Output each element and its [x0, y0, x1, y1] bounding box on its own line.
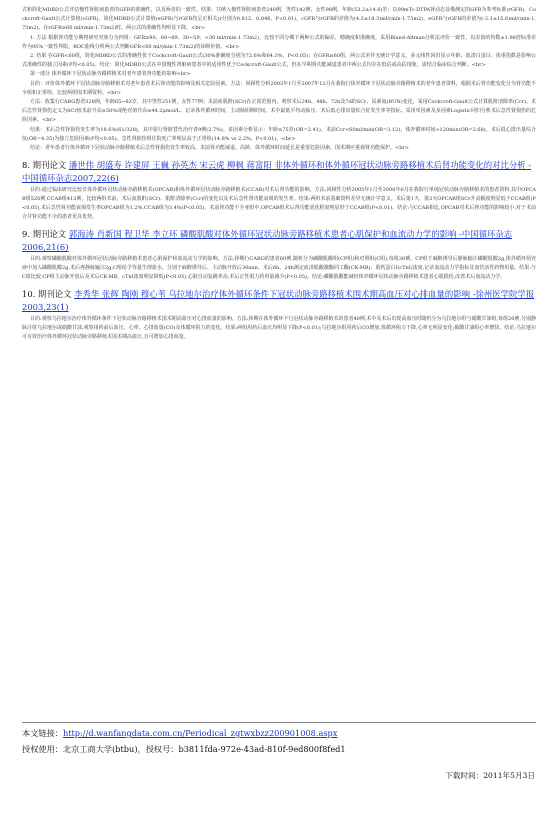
section-heading: 第一部分 体外循环下冠状动脉旁路移植术对老年患者肾功能的影响<br> [30, 71, 191, 78]
reference-10-abstract: 目的:观察乌拉地尔治疗体外循环条件下冠状动脉旁路移植术围术期高血压对心排血量的影响。方法:择期在体外循环下行冠状动脉旁路移植术的患者40例,术中及术后出现高血压时随机分为乌拉地尔组与硝酸甘油组,每组20例,分别静脉注射乌拉地尔或硝酸甘油,观察用药前后血压、心率、心排血量(CO)及体循环阻力的变化。结果:两组用药后血压均明显下降(P<0.01);乌拉地尔组用药后CO增加,体循环阻力下降,心率无明显变化;硝酸甘油组心率增快。结论:乌拉地尔可有效治疗体外循环冠状动脉旁路移植术围术期高血压,且可增加心排血量。 [22, 316, 536, 341]
reference-8-link[interactable]: 潘世伟 胡盛寿 许建屏 王巍 孙英杰 宋云虎 柳枫 蒋富阳 非体外循环和体外循环冠状动脉旁路移植术后肾功能变化的对比分析 -中国循环杂志2007,22(6) [22, 160, 532, 184]
footer-divider [22, 722, 536, 723]
reference-10-number: 10. 期刊论文 [22, 289, 72, 300]
reference-9 [22, 228, 536, 282]
conclusion-paragraph: 结论：老年患者行体外循环下冠状动脉旁路移植术后急性肾损伤发生率较高，术前肾功能减退、高龄、体外循环时间延长是重要危险因素，围术期应重视肾功能保护。<br> [30, 145, 409, 152]
footer-url-line [22, 728, 337, 739]
footer-url-link[interactable]: http://d.wanfangdata.com.cn/Periodical_zgtwxbzz200901008.aspx [62, 728, 338, 738]
reference-9-abstract: 目的:观察磷酸肌酸对体外循环冠状动脉旁路移植术患者心肌保护和血流动力学的影响。方法:择期行CABG的患者60例,随机分为磷酸肌酸组(CP组)和对照组(C组),每组30例。CP组于麻醉诱导后静脉输注磷酸肌酸2g,体外循环预充液中加入磷酸肌酸2g,术后再静脉输注2g;C组给予等量生理盐水。分别于麻醉诱导后、主动脉开放后30min、术后6h、24h测定血清肌酸激酶同工酶(CK-MB)、肌钙蛋白I(cTnI)浓度,记录血流动力学指标及血管活性药物用量。结果:与C组比较,CP组主动脉开放后及术后CK-MB、cTnI浓度明显降低(P<0.05),心脏自动复跳率高,术后正性肌力药用量减少(P<0.05)。结论:磷酸肌酸能减轻体外循环冠状动脉旁路移植术患者心肌损伤,改善术后血流动力学。 [22, 256, 536, 281]
abstract-paragraph-1: 式和简化MDRD公式评估慢性肾脏病患者的GFR的准确性，以及两者的一致性。结果：共纳入慢性肾脏病患者240例，男性142例，女性98例，年龄(53.2±14.6)岁；以99mTc-DTPA肾动态显像测定的GFR为参考标准(rGFR)，Cockcroft-Gault公式计算值(cGFR)、简化MDRD公式计算值(eGFR)与rGFR均呈正相关(r分别为0.812、0.846，P<0.01)。cGFR与rGFR的差值为(4.2±18.3)ml/(min·1.73m2)，eGFR与rGFR的差值为(-2.1±15.6)ml/(min·1.73m2)。在rGFR≥60 ml/(min·1.73m2)时，两公式的准确性均明显下降。<br> [22, 7, 536, 32]
footer-license-label: 授权使用： [22, 744, 63, 754]
reference-10-link[interactable]: 李秀华 张辉 陶刚 穆心苇 乌拉地尔治疗体外循环条件下冠状动脉旁路移植术围术期高血压对心排血量的影响 -徐州医学院学报2003,23(1) [22, 289, 535, 313]
reference-9-number: 9. 期刊论文 [22, 229, 67, 240]
reference-8-abstract: 目的:通过临床研究比较非体外循环冠状动脉旁路移植术(OPCAB)和体外循环冠状动脉旁路移植术(CCAB)对术后肾功能的影响。方法:回顾性分析2005年1月至2006年6月在我院行单纯冠状动脉旁路移植术的患者资料,其中OPCAB组520例,CCAB组412例。比较两组术前、术后血肌酐(SCr)、肌酐清除率(Ccr)的变化以及术后急性肾功能衰竭的发生率。结果:两组术前基础资料差异无统计学意义。术后第1天、第3天OPCAB组SCr升高幅度明显低于CCAB组(P<0.05),术后急性肾功能衰竭发生率OPCAB组为1.2%,CCAB组为3.4%(P<0.05)。术前肾功能不全亚组中,OPCAB组术后肾功能恶化程度明显轻于CCAB组(P<0.01)。结论:与CCAB相比,OPCAB对术后肾功能的影响较小,对于术前合并肾功能不全的患者更具优势。 [22, 187, 536, 221]
footer-license-text: 北京工商大学(btbu)，授权号：b3811fda-972e-43ad-810f-9ed800f8fed1 [62, 744, 346, 754]
results-paragraph: 结果：术后急性肾损伤发生率为18.6%(61/328)，其中需行肾脏替代治疗者9例(2.7%)。多因素分析显示：年龄≥75岁(OR=2.41)、术前Ccr<60ml/min(OR=3.12)、体外循环时间>120min(OR=2.68)、术后低心排出量综合征(OR=4.35)为独立危险因素(P均<0.05)。急性肾损伤组住院死亡率明显高于正常组(14.8% vs 2.2%，P<0.01)。<br> [22, 126, 536, 142]
document-page [22, 6, 536, 342]
abstract-paragraph-3: 2. 结果 在GFR<60组，简化MDRD公式的准确性优于Cockcroft-Gault公式(30%准确度分别为72.6%和64.3%，P<0.05)；在GFR≥60组，两公式差异无统计学意义。多元线性回归显示年龄、血清白蛋白、体重指数是影响公式准确性的独立因素(P均<0.05)。结论：简化MDRD公式在中国慢性肾脏病患者中的适用性优于Cockcroft-Gault公式，但在早期肾功能减退患者中两公式均存在低估或高估现象，需结合临床综合判断。<br> [22, 53, 536, 69]
reference-8-title [22, 159, 536, 185]
reference-10-title [22, 288, 536, 314]
reference-8 [22, 159, 536, 222]
objective-paragraph: 目的：评价体外循环下冠状动脉旁路移植术对老年患者术后肾功能的影响及相关危险因素。方法：回顾性分析2003年1月至2007年12月在我院行体外循环下冠状动脉旁路移植术的老年患者资料，根据术后肾功能变化分为肾功能不全组和正常组，比较两组围术期资料。<br> [22, 80, 536, 96]
footer-url-label: 本文链接： [22, 728, 63, 738]
reference-9-link[interactable]: 郭海涛 肖新国 程卫华 李立环 磷酸肌酸对体外循环冠状动脉旁路移植术患者心肌保护和血流动力学的影响 -中国循环杂志2006,21(6) [22, 229, 513, 253]
reference-8-number: 8. 期刊论文 [22, 160, 67, 171]
abstract-paragraph-2: 1. 方法 根据肾功能分期将研究对象分为四组：GFR≥90、60~89、30~59、<30 ml/(min·1.73m2)，比较不同分期下两种公式的偏差、精确度和准确度。采用Bland-Altman分析法评价一致性，以差值的均数±1.96倍标准差作为95%一致性界限。ROC曲线分析两公式判断GFR<60 ml/(min·1.73m2)的诊断价值。<br> [22, 34, 536, 50]
reference-10 [22, 288, 536, 342]
footer-license-line [22, 744, 346, 755]
reference-9-title [22, 228, 536, 254]
download-timestamp: 下载时间：2011年5月3日 [445, 771, 535, 780]
methods-paragraph: 方法：收集行CABG患者328例，年龄65~82岁，其中男性251例，女性77例；术前血肌酐(SCr)在正常范围内。观察术后24h、48h、72h及7d的SCr、尿素氮(BUN)变化，采用Cockcroft-Gault公式计算肌酐清除率(Ccr)。术后急性肾损伤定义为SCr较术前升高≥50%或绝对值升高≥44.2μmol/L。记录体外循环时间、主动脉阻断时间、术中最低平均动脉压、术后低心排出量综合征发生率等指标。采用单因素及多因素Logistic回归分析术后急性肾损伤的危险因素。<br> [22, 99, 536, 124]
